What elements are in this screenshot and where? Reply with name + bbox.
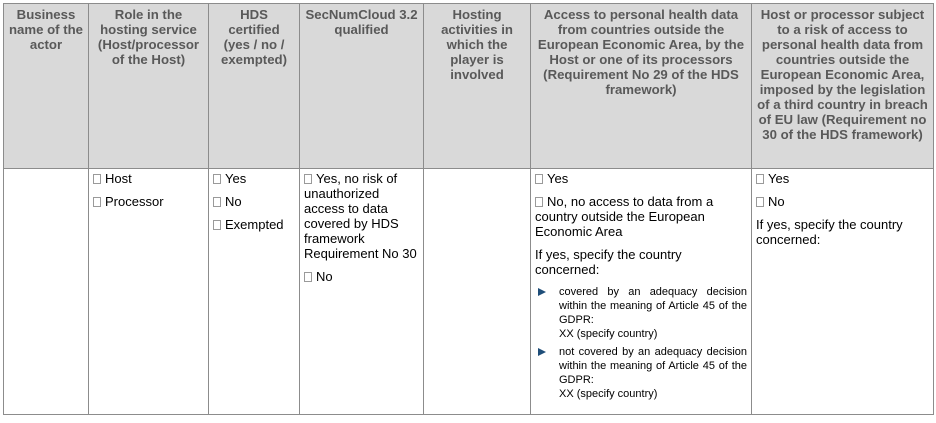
- access-option-no[interactable]: No, no access to data from a country outside the European Economic Area: [535, 194, 714, 239]
- cell-hosting-activities[interactable]: [424, 169, 531, 415]
- access-country-list: [535, 285, 747, 401]
- header-hosting-activities: Hosting activities in which the player is involved: [424, 4, 531, 169]
- secnum-option-yes[interactable]: Yes, no risk of unauthorized access to data covered by HDS framework Requirement No 30: [304, 171, 417, 261]
- cell-business-name[interactable]: [4, 169, 89, 415]
- checkbox-icon[interactable]: [93, 174, 101, 184]
- role-option-host[interactable]: Host: [93, 171, 204, 186]
- risk-option-no[interactable]: No: [756, 194, 929, 209]
- checkbox-icon[interactable]: [535, 197, 543, 207]
- risk-option-yes[interactable]: Yes: [756, 171, 929, 186]
- hds-option-no[interactable]: No: [213, 194, 295, 209]
- cell-role: [89, 169, 209, 415]
- checkbox-icon[interactable]: [213, 174, 221, 184]
- checkbox-icon[interactable]: [756, 174, 764, 184]
- access-option-yes[interactable]: Yes: [535, 171, 747, 186]
- checkbox-icon[interactable]: [213, 220, 221, 230]
- list-item: not covered by an adequacy decision within the meaning of Article 45 of the GDPR: XX (specify country): [535, 345, 747, 401]
- triangle-bullet-icon: [538, 348, 546, 356]
- checkbox-icon[interactable]: [756, 197, 764, 207]
- header-hds-certified: [209, 4, 300, 169]
- cell-risk-access: [752, 169, 934, 415]
- cell-hds-certified: [209, 169, 300, 415]
- header-access-data: Access to personal health data from countries outside the European Economic Area, by the Host or one of its processors (Requirement No 29 of the HDS framework): [531, 4, 752, 169]
- checkbox-icon[interactable]: [213, 197, 221, 207]
- header-hds-certified-sub: (yes / no / exempted): [221, 37, 287, 67]
- hds-declaration-table: [3, 3, 934, 415]
- header-risk-access: Host or processor subject to a risk of access to personal health data from countries outside the European Economic Area, imposed by the legislation of a third country in breach of EU law (Requirement no 30 of the HDS framework): [752, 4, 934, 169]
- hds-option-yes[interactable]: Yes: [213, 171, 295, 186]
- header-role: Role in the hosting service (Host/processor of the Host): [89, 4, 209, 169]
- cell-access-data: [531, 169, 752, 415]
- risk-specify-label: If yes, specify the country concerned:: [756, 217, 903, 247]
- checkbox-icon[interactable]: [93, 197, 101, 207]
- header-hds-certified-title: HDS certified: [228, 7, 280, 37]
- table-header-row: [4, 4, 934, 169]
- checkbox-icon[interactable]: [535, 174, 543, 184]
- access-specify-label: If yes, specify the country concerned:: [535, 247, 682, 277]
- triangle-bullet-icon: [538, 288, 546, 296]
- cell-secnumcloud: [300, 169, 424, 415]
- list-item: covered by an adequacy decision within the meaning of Article 45 of the GDPR: XX (specify country): [535, 285, 747, 341]
- header-secnumcloud: SecNumCloud 3.2 qualified: [300, 4, 424, 169]
- header-business-name: Business name of the actor: [4, 4, 89, 169]
- role-option-processor[interactable]: Processor: [93, 194, 204, 209]
- hds-option-exempted[interactable]: Exempted: [213, 217, 295, 232]
- checkbox-icon[interactable]: [304, 272, 312, 282]
- table-row: [4, 169, 934, 415]
- checkbox-icon[interactable]: [304, 174, 312, 184]
- secnum-option-no[interactable]: No: [304, 269, 419, 284]
